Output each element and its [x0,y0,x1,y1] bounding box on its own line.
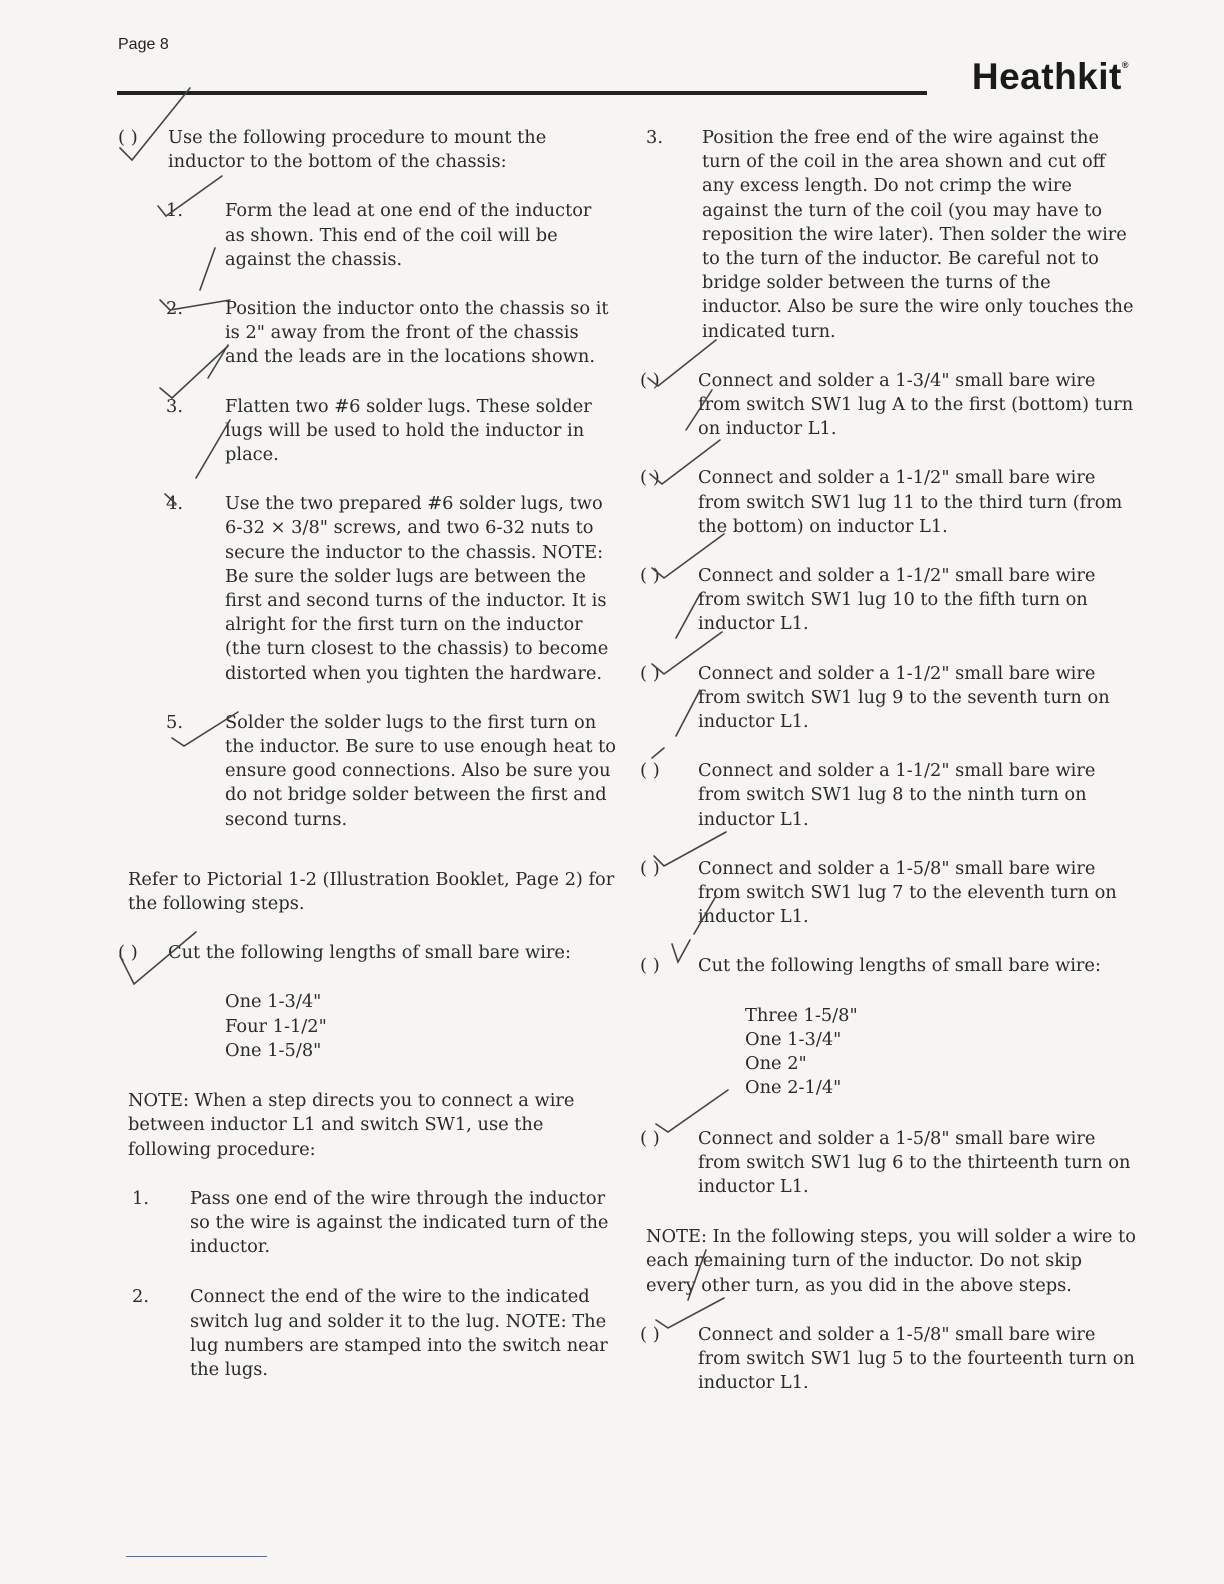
step-text: Cut the following lengths of small bare wire: [698,955,1101,977]
step-connect-lug-6 [640,1127,1136,1200]
wire-item: One 1-5/8" [225,1039,322,1061]
step-text: Connect and solder a 1-1/2" small bare wire from switch SW1 lug 8 to the ninth turn on inductor L1. [698,760,1096,830]
step-text: Connect and solder a 1-1/2" small bare wire from switch SW1 lug 9 to the seventh turn on inductor L1. [698,662,1110,733]
note-procedure: NOTE: When a step directs you to connect a wire between inductor L1 and switch SW1, use the following procedure: [128,1090,575,1160]
substep-number: 2. [166,298,183,320]
substep [128,199,616,272]
checkbox[interactable]: ( ) [640,1127,660,1149]
wire-item: One 2" [745,1053,807,1075]
step-connect-lug-10 [640,564,1136,637]
procedure-step [646,126,1136,344]
step-text: Connect and solder a 1-5/8" small bare wire from switch SW1 lug 7 to the eleventh turn on inductor L1. [698,857,1117,928]
procedure-number: 1. [132,1187,149,1209]
checkbox[interactable]: ( ) [640,857,660,879]
right-column [640,126,1136,1395]
registered-mark: ® [1121,60,1129,70]
substep-number: 4. [166,493,183,515]
substep-text: Position the inductor onto the chassis so it is 2" away from the front of the chassis and the leads are in the locations shown. [225,298,609,368]
brand-name: Heathkit [971,56,1122,97]
wire-item: Four 1-1/2" [225,1015,327,1037]
note-remaining-turns: NOTE: In the following steps, you will solder a wire to each remaining turn of the inductor. Do not skip every other turn, as you did in the above steps. [646,1226,1136,1296]
step-connect-lug-8 [640,759,1136,832]
checkbox[interactable]: ( ) [640,760,660,782]
checkbox[interactable]: ( ) [118,942,138,964]
substep-text: Form the lead at one end of the inductor as shown. This end of the coil will be against the chassis. [225,200,592,270]
step-text: Use the following procedure to mount the inductor to the bottom of the chassis: [168,127,547,173]
brand-logo [972,56,1129,98]
page-number: Page 8 [118,36,169,53]
wire-item: Three 1-5/8" [745,1004,858,1026]
step-text: Connect and solder a 1-1/2" small bare wire from switch SW1 lug 11 to the third turn (from the bottom) on inductor L1. [698,467,1123,537]
substep-text: Flatten two #6 solder lugs. These solder lugs will be used to hold the inductor in place. [225,395,592,466]
header-rule [117,91,927,95]
step-cut-wire [118,941,616,965]
step-connect-lug-a [640,369,1136,442]
substep-number: 3. [166,395,183,417]
step-text: Cut the following lengths of small bare wire: [168,942,571,964]
procedure-step [128,1187,616,1260]
step-mount-inductor [118,126,616,174]
substep [128,711,616,832]
checkbox[interactable]: ( ) [640,662,660,684]
substep-text: Use the two prepared #6 solder lugs, two 6-32 × 3/8" screws, and two 6-32 nuts to secure the inductor to the chassis. NOTE: Be sure the solder lugs are between the first and second turns of the inductor. It is alright for the first turn on the inductor (the turn closest to the chassis) to become distorted when you tighten the hardware. [225,493,609,684]
step-cut-wire-2 [640,954,1136,978]
step-connect-lug-7 [640,857,1136,930]
substep-number: 5. [166,711,183,733]
wire-item: One 2-1/4" [745,1077,842,1099]
wire-item: One 1-3/4" [745,1028,842,1050]
step-connect-lug-11 [640,466,1136,539]
procedure-text: Pass one end of the wire through the inductor so the wire is against the indicated turn of the inductor. [190,1187,609,1258]
wire-list [128,990,616,1063]
step-connect-lug-9 [640,662,1136,735]
substep-text: Solder the solder lugs to the first turn on the inductor. Be sure to use enough heat to ensure good connections. Also be sure you do not bridge solder between the first and second turns. [225,711,616,830]
checkbox[interactable]: ( ) [640,565,660,587]
checkbox[interactable]: ( ) [640,369,660,391]
checkbox[interactable]: ( ) [640,955,660,977]
procedure-number: 2. [132,1286,149,1308]
step-text: Connect and solder a 1-3/4" small bare wire from switch SW1 lug A to the first (bottom) turn on inductor L1. [698,369,1134,440]
checkbox[interactable]: ( ) [640,467,660,489]
step-connect-lug-5 [640,1323,1136,1396]
procedure-step [128,1285,616,1382]
procedure-number: 3. [646,127,663,148]
checkbox[interactable]: ( ) [640,1323,660,1345]
wire-list-2 [646,1004,1136,1101]
procedure-text: Connect the end of the wire to the indicated switch lug and solder it to the lug. NOTE: The lug numbers are stamped into the switch near the lugs. [190,1286,608,1380]
substep [128,297,616,370]
substep [128,395,616,468]
substep [128,492,616,686]
step-text: Connect and solder a 1-5/8" small bare wire from switch SW1 lug 5 to the fourteenth turn on inductor L1. [698,1323,1135,1394]
step-text: Connect and solder a 1-1/2" small bare wire from switch SW1 lug 10 to the fifth turn on inductor L1. [698,565,1096,635]
substep-number: 1. [166,200,183,222]
refer-pictorial: Refer to Pictorial 1-2 (Illustration Booklet, Page 2) for the following steps. [128,868,615,915]
checkbox[interactable]: ( ) [118,127,138,148]
procedure-text: Position the free end of the wire against the turn of the coil in the area shown and cut off any excess length. Do not crimp the wire against the turn of the coil (you may have to reposition the wire later). Then solder the wire to the turn of the inductor. Be careful not to bridge solder between the turns of the inductor. Also be sure the wire only touches the indicated turn. [702,127,1134,342]
step-text: Connect and solder a 1-5/8" small bare wire from switch SW1 lug 6 to the thirteenth turn on inductor L1. [698,1127,1131,1197]
wire-item: One 1-3/4" [225,991,322,1013]
footer-rule [126,1556,267,1557]
left-column [118,126,616,1382]
